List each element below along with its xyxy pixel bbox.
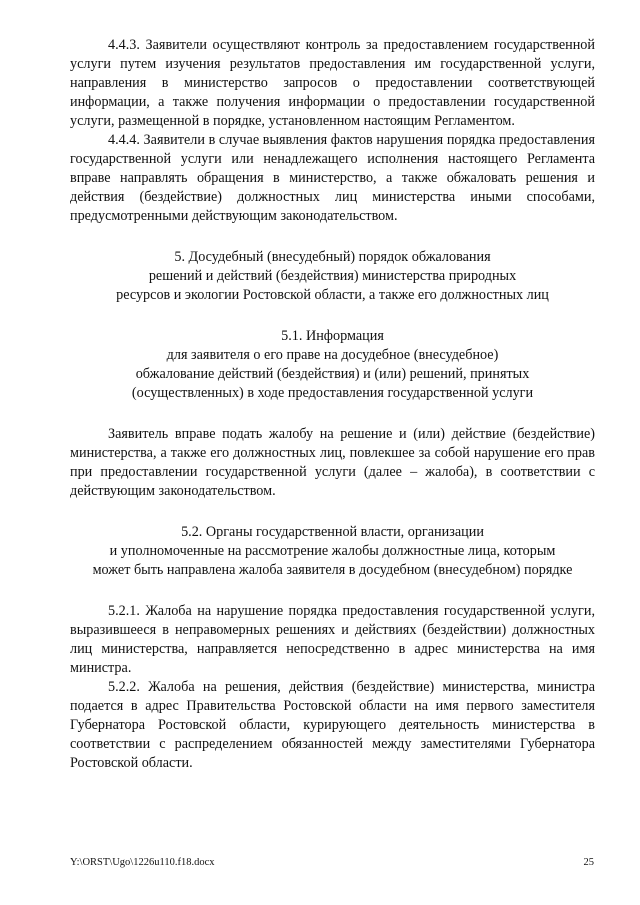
heading-line: решений и действий (бездействия) министерства природных bbox=[148, 268, 517, 284]
paragraph-5-1: Заявитель вправе подать жалобу на решение и (или) действие (бездействие) министерства, а также его должностных лиц, повлекшее за собой нарушение его прав при предоставлении государственной услуги (далее – жалоба), в соответствии с действующим законодательством. bbox=[70, 426, 595, 499]
page-number: 25 bbox=[583, 857, 594, 868]
section-5-1-heading bbox=[70, 327, 595, 403]
heading-line: ресурсов и экологии Ростовской области, а также его должностных лиц bbox=[116, 287, 549, 303]
heading-line: и уполномоченные на рассмотрение жалобы должностные лица, которым bbox=[109, 543, 556, 559]
heading-line: 5.1. Информация bbox=[281, 328, 384, 344]
paragraph-5-2-2: 5.2.2. Жалоба на решения, действия (бездействие) министерства, министра подается в адрес Правительства Ростовской области на имя первого заместителя Губернатора Ростовской области, курирующего деятельность министерства в соответствии с распределением обязанностей между заместителями Губернатора Ростовской области. bbox=[70, 679, 595, 771]
heading-line: (осуществленных) в ходе предоставления государственной услуги bbox=[131, 385, 534, 401]
heading-line: 5.2. Органы государственной власти, организации bbox=[181, 524, 484, 540]
section-5-heading bbox=[70, 248, 595, 305]
heading-line: для заявителя о его праве на досудебное (внесудебное) bbox=[166, 347, 499, 363]
footer-file-path: Y:\ORST\Ugo\1226u110.f18.docx bbox=[70, 857, 215, 868]
paragraph-4-4-4: 4.4.4. Заявители в случае выявления фактов нарушения порядка предоставления государственной услуги или ненадлежащего исполнения настоящего Регламента вправе направлять обращения в министерство, а также обжаловать решения и действия (бездействие) должностных лиц министерства иными способами, предусмотренными действующим законодательством. bbox=[70, 132, 595, 224]
paragraph-5-2-1: 5.2.1. Жалоба на нарушение порядка предоставления государственной услуги, выразившееся в неправомерных решениях и действиях (бездействии) должностных лиц министерства, направляется непосредственно в адрес министерства на имя министра. bbox=[70, 603, 595, 676]
heading-line: 5. Досудебный (внесудебный) порядок обжалования bbox=[174, 249, 491, 265]
section-5-2-heading bbox=[70, 523, 595, 580]
heading-line: может быть направлена жалоба заявителя в досудебном (внесудебном) порядке bbox=[92, 562, 573, 578]
heading-line: обжалование действий (бездействия) и (или) решений, принятых bbox=[135, 366, 530, 382]
paragraph-4-4-3: 4.4.3. Заявители осуществляют контроль за предоставлением государственной услуги путем изучения результатов предоставления им государственной услуги, направления в министерство запросов о предоставлении соответствующей информации, а также получения информации о предоставлении государственной услуги, размещенной в порядке, установленном настоящим Регламентом. bbox=[70, 37, 595, 129]
document-body bbox=[70, 36, 595, 773]
